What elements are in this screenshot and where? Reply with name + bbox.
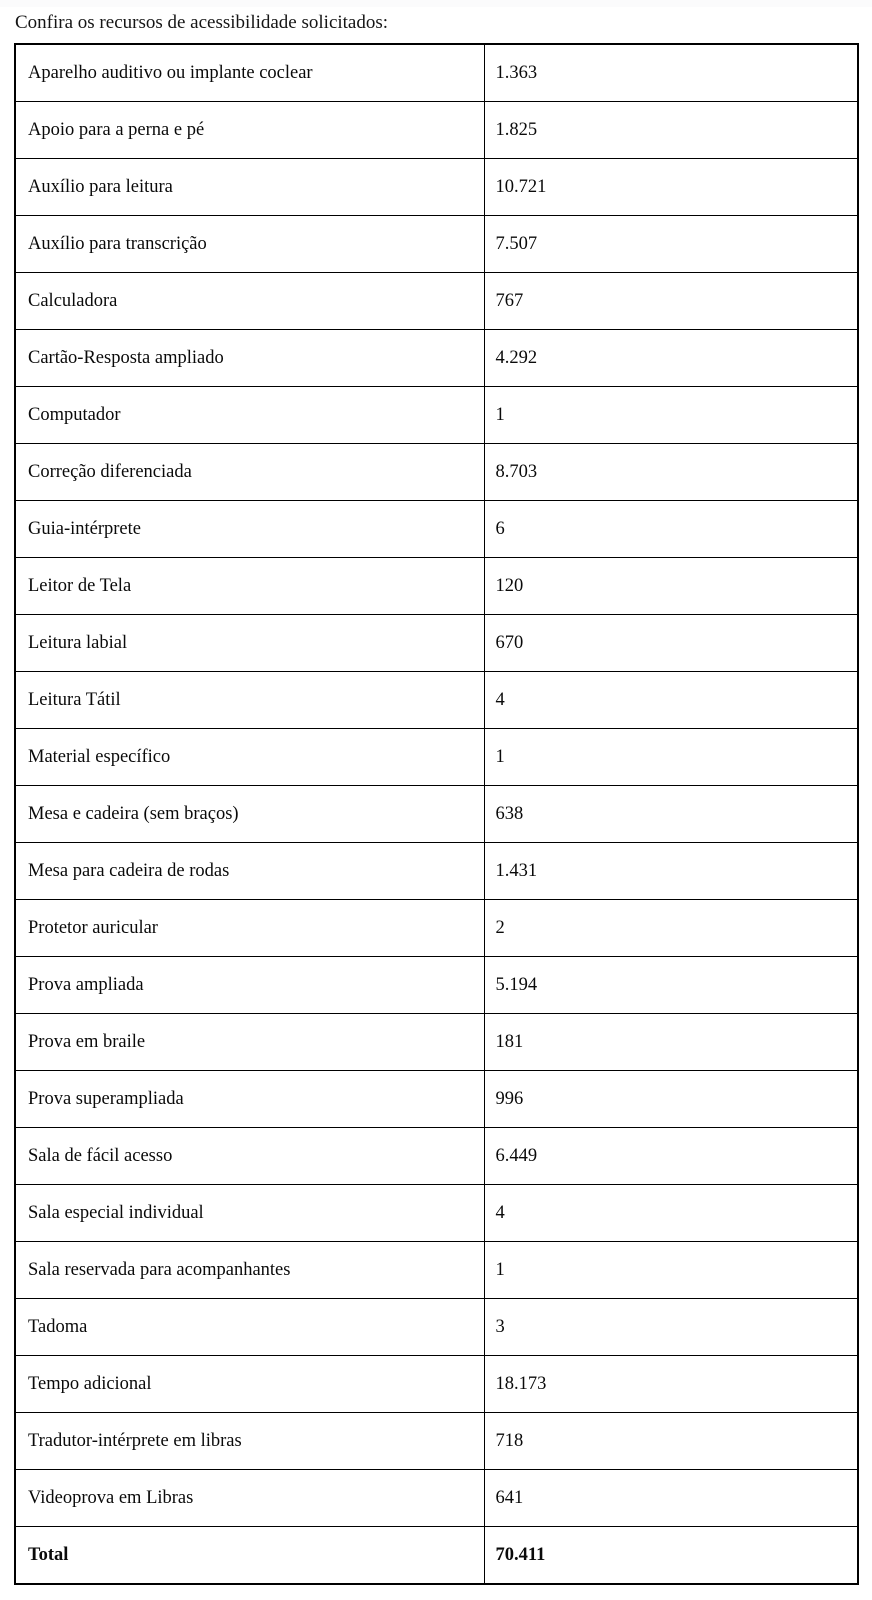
resource-label-cell: Prova em braile — [15, 1014, 484, 1071]
resource-value-cell: 1 — [484, 387, 858, 444]
table-row — [15, 1014, 858, 1071]
resource-label-cell: Guia-intérprete — [15, 501, 484, 558]
resource-value-cell: 767 — [484, 273, 858, 330]
table-row — [15, 1470, 858, 1527]
resource-value-cell: 1 — [484, 1242, 858, 1299]
resource-value-cell: 18.173 — [484, 1356, 858, 1413]
resource-label-cell: Leitura labial — [15, 615, 484, 672]
table-row — [15, 1299, 858, 1356]
resource-value-cell: 6 — [484, 501, 858, 558]
resource-value-cell: 4 — [484, 672, 858, 729]
accessibility-resources-table — [14, 43, 859, 1585]
resource-label-cell: Sala de fácil acesso — [15, 1128, 484, 1185]
resource-label-cell: Tempo adicional — [15, 1356, 484, 1413]
resource-label-cell: Material específico — [15, 729, 484, 786]
resource-value-cell: 3 — [484, 1299, 858, 1356]
table-total-row — [15, 1527, 858, 1585]
table-row — [15, 1413, 858, 1470]
resource-value-cell: 181 — [484, 1014, 858, 1071]
table-row — [15, 387, 858, 444]
resource-value-cell: 7.507 — [484, 216, 858, 273]
resource-label-cell: Mesa para cadeira de rodas — [15, 843, 484, 900]
resource-value-cell: 120 — [484, 558, 858, 615]
resource-label-cell: Protetor auricular — [15, 900, 484, 957]
table-row — [15, 843, 858, 900]
resource-label-cell: Tadoma — [15, 1299, 484, 1356]
resource-label-cell: Correção diferenciada — [15, 444, 484, 501]
resource-value-cell: 1.431 — [484, 843, 858, 900]
resource-label-cell: Calculadora — [15, 273, 484, 330]
total-value-cell: 70.411 — [484, 1527, 858, 1585]
resource-label-cell: Cartão-Resposta ampliado — [15, 330, 484, 387]
resource-label-cell: Aparelho auditivo ou implante coclear — [15, 44, 484, 102]
resource-label-cell: Mesa e cadeira (sem braços) — [15, 786, 484, 843]
table-body — [15, 44, 858, 1584]
resource-value-cell: 4.292 — [484, 330, 858, 387]
table-row — [15, 729, 858, 786]
table-row — [15, 1185, 858, 1242]
resource-value-cell: 5.194 — [484, 957, 858, 1014]
table-row — [15, 615, 858, 672]
table-row — [15, 273, 858, 330]
resource-label-cell: Auxílio para transcrição — [15, 216, 484, 273]
resource-value-cell: 1 — [484, 729, 858, 786]
resource-value-cell: 4 — [484, 1185, 858, 1242]
resource-value-cell: 6.449 — [484, 1128, 858, 1185]
table-row — [15, 444, 858, 501]
resource-value-cell: 1.825 — [484, 102, 858, 159]
resource-label-cell: Leitor de Tela — [15, 558, 484, 615]
resource-label-cell: Tradutor-intérprete em libras — [15, 1413, 484, 1470]
table-row — [15, 216, 858, 273]
resource-value-cell: 996 — [484, 1071, 858, 1128]
table-row — [15, 159, 858, 216]
resource-value-cell: 8.703 — [484, 444, 858, 501]
resource-label-cell: Auxílio para leitura — [15, 159, 484, 216]
resource-value-cell: 2 — [484, 900, 858, 957]
resource-label-cell: Leitura Tátil — [15, 672, 484, 729]
table-row — [15, 501, 858, 558]
resource-label-cell: Sala especial individual — [15, 1185, 484, 1242]
resource-value-cell: 641 — [484, 1470, 858, 1527]
table-row — [15, 1128, 858, 1185]
table-row — [15, 1356, 858, 1413]
resource-label-cell: Sala reservada para acompanhantes — [15, 1242, 484, 1299]
table-row — [15, 558, 858, 615]
total-label-cell: Total — [15, 1527, 484, 1585]
accessibility-resources-table-wrapper — [14, 43, 857, 1585]
resource-label-cell: Prova ampliada — [15, 957, 484, 1014]
page-intro-text: Confira os recursos de acessibilidade solicitados: — [15, 12, 389, 33]
table-row — [15, 672, 858, 729]
resource-label-cell: Computador — [15, 387, 484, 444]
resource-value-cell: 718 — [484, 1413, 858, 1470]
table-row — [15, 957, 858, 1014]
table-row — [15, 900, 858, 957]
resource-label-cell: Apoio para a perna e pé — [15, 102, 484, 159]
resource-label-cell: Videoprova em Libras — [15, 1470, 484, 1527]
table-row — [15, 330, 858, 387]
resource-value-cell: 1.363 — [484, 44, 858, 102]
table-row — [15, 1242, 858, 1299]
resource-value-cell: 670 — [484, 615, 858, 672]
resource-value-cell: 638 — [484, 786, 858, 843]
table-row — [15, 44, 858, 102]
table-row — [15, 102, 858, 159]
table-row — [15, 786, 858, 843]
resource-label-cell: Prova superampliada — [15, 1071, 484, 1128]
table-row — [15, 1071, 858, 1128]
resource-value-cell: 10.721 — [484, 159, 858, 216]
